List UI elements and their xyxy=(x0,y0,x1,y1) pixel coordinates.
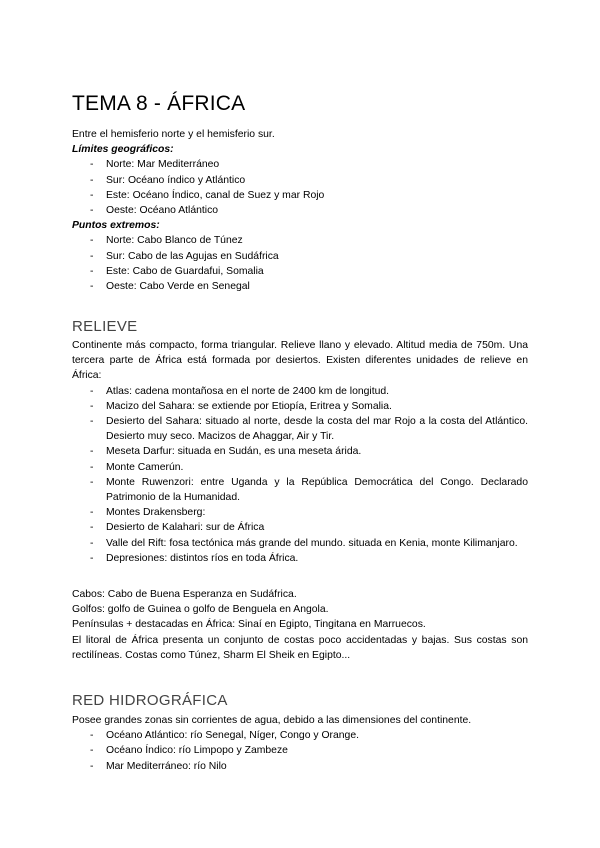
red-heading: RED HIDROGRÁFICA xyxy=(72,692,228,709)
relieve-list xyxy=(72,384,528,566)
list-item: - Monte Ruwenzori: entre Uganda y la República Democrática del Congo. Declarado Patrimonio de la Humanidad. xyxy=(90,475,528,505)
list-item: - Este: Cabo de Guardafui, Somalia xyxy=(90,264,528,279)
list-item: - Macizo del Sahara: se extiende por Etiopía, Eritrea y Somalia. xyxy=(90,399,528,414)
limites-list xyxy=(72,157,528,218)
list-item: - Mar Mediterráneo: río Nilo xyxy=(90,759,528,774)
list-item: - Oeste: Cabo Verde en Senegal xyxy=(90,279,528,294)
red-section xyxy=(72,713,528,774)
peninsulas-text: Penínsulas + destacadas en África: Sinaí en Egipto, Tingitana en Marruecos. xyxy=(72,619,426,631)
list-item: - Atlas: cadena montañosa en el norte de 2400 km de longitud. xyxy=(90,384,528,399)
red-list xyxy=(72,728,528,774)
relieve-paragraph: Continente más compacto, forma triangular. Relieve llano y elevado. Altitud media de 750m. Una tercera parte de África está formada por desiertos. Existen diferentes unidades de relieve en África: xyxy=(72,340,528,382)
list-item: - Océano Índico: río Limpopo y Zambeze xyxy=(90,743,528,758)
intro-text: Entre el hemisferio norte y el hemisferio sur. xyxy=(72,129,275,140)
list-item: - Norte: Cabo Blanco de Túnez xyxy=(90,233,528,248)
list-item: - Océano Atlántico: río Senegal, Níger, Congo y Orange. xyxy=(90,728,528,743)
page-title: TEMA 8 - ÁFRICA xyxy=(72,92,246,115)
costas-section xyxy=(72,587,528,663)
litoral-text: El litoral de África presenta un conjunto de costas poco accidentadas y bajas. Sus costas son rectilíneas. Costas como Túnez, Sharm El Sheik en Egipto... xyxy=(72,634,528,661)
list-item: - Valle del Rift: fosa tectónica más grande del mundo. situada en Kenia, monte Kilimanjaro. xyxy=(90,536,528,551)
puntos-list xyxy=(72,233,528,294)
list-item: - Meseta Darfur: situada en Sudán, es una meseta árida. xyxy=(90,444,528,459)
list-item: - Norte: Mar Mediterráneo xyxy=(90,157,528,172)
list-item: - Este: Océano Índico, canal de Suez y mar Rojo xyxy=(90,188,528,203)
list-item: - Desierto de Kalahari: sur de África xyxy=(90,520,528,535)
limites-heading: Límites geográficos: xyxy=(72,144,174,156)
list-item: - Sur: Océano índico y Atlántico xyxy=(90,173,528,188)
list-item: - Oeste: Océano Atlántico xyxy=(90,203,528,218)
golfos-text: Golfos: golfo de Guinea o golfo de Benguela en Angola. xyxy=(72,604,329,616)
relieve-heading: RELIEVE xyxy=(72,318,138,335)
puntos-heading: Puntos extremos: xyxy=(72,220,160,232)
red-paragraph: Posee grandes zonas sin corrientes de agua, debido a las dimensiones del continente. xyxy=(72,715,472,726)
relieve-section xyxy=(72,338,528,566)
intro-section xyxy=(72,127,528,294)
list-item: - Montes Drakensberg: xyxy=(90,505,528,520)
cabos-text: Cabos: Cabo de Buena Esperanza en Sudáfrica. xyxy=(72,589,297,600)
list-item: - Monte Camerún. xyxy=(90,460,528,475)
list-item: - Sur: Cabo de las Agujas en Sudáfrica xyxy=(90,249,528,264)
list-item: - Desierto del Sahara: situado al norte, desde la costa del mar Rojo a la costa del Atlántico. Desierto muy seco. Macizos de Ahaggar, Air y Tir. xyxy=(90,414,528,444)
list-item: - Depresiones: distintos ríos en toda África. xyxy=(90,551,528,566)
